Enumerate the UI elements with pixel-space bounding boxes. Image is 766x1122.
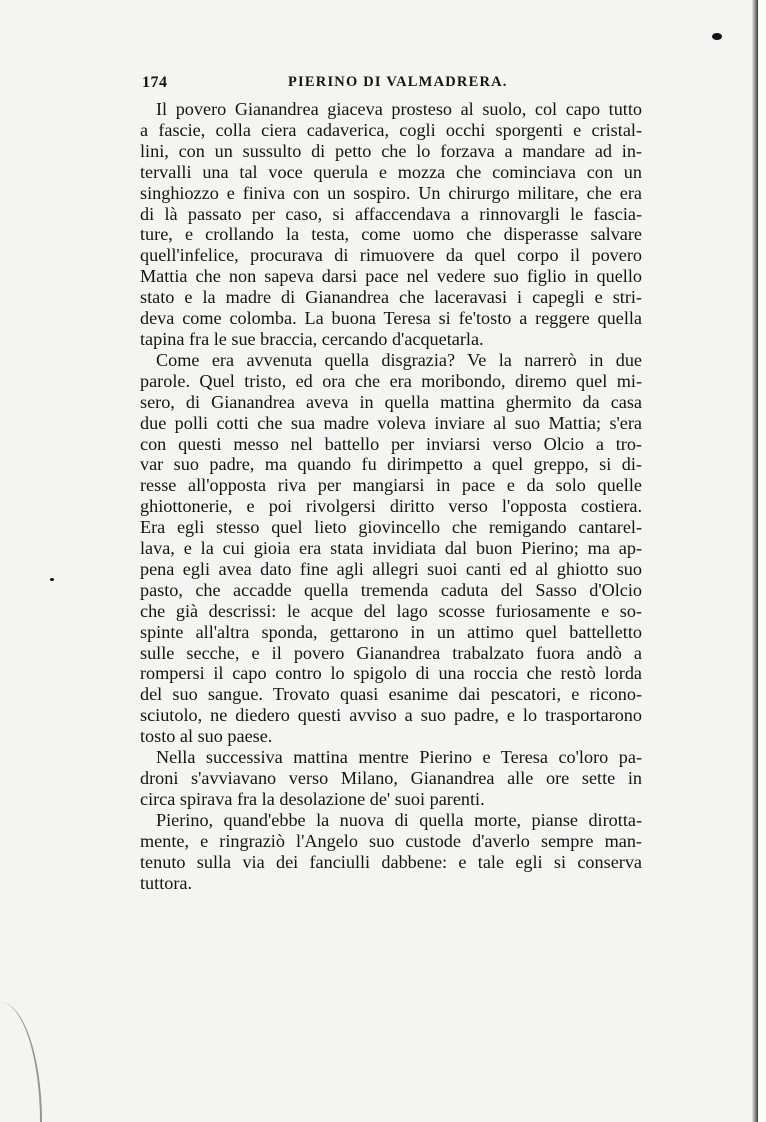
text-line: rompersi il capo contro lo spigolo di una roccia che restò lorda [140, 663, 642, 684]
paragraph [140, 350, 642, 747]
text-line: resse all'opposta riva per mangiarsi in pace e da solo quelle [140, 475, 642, 496]
text-line: tuttora. [140, 872, 193, 893]
page-header [142, 70, 640, 96]
text-line: tenuto sulla via dei fanciulli dabbene: e tale egli si conserva [140, 851, 642, 872]
page-margin-right [758, 0, 766, 1122]
body-text [140, 99, 642, 893]
text-line: tosto al suo paese. [140, 726, 273, 747]
text-line: Mattia che non sapeva darsi pace nel vedere suo figlio in quello [140, 266, 642, 287]
text-line: che già descrissi: le acque del lago scosse furiosamente e so- [140, 600, 642, 621]
text-line: Era egli stesso quel lieto giovincello che remigando cantarel- [140, 517, 642, 538]
text-line: lini, con un sussulto di petto che lo forzava a mandare ad in- [140, 140, 642, 161]
paragraph [140, 810, 642, 894]
text-line: pena egli avea dato fine agli allegri suoi canti ed al ghiotto suo [140, 558, 642, 579]
text-line: a fascie, colla ciera cadaverica, cogli occhi sporgenti e cristal- [140, 119, 642, 140]
text-line: del suo sangue. Trovato quasi esanime dai pescatori, e ricono- [140, 684, 642, 705]
text-line: mente, e ringraziò l'Angelo suo custode d'averlo sempre man- [140, 830, 642, 851]
text-line: stato e la madre di Gianandrea che laceravasi i capegli e stri- [140, 287, 642, 308]
text-line: con questi messo nel battello per inviarsi verso Olcio a tro- [140, 433, 642, 454]
text-line: singhiozzo e finiva con un sospiro. Un chirurgo militare, che era [140, 182, 642, 203]
page-number: 174 [142, 74, 168, 91]
text-line: tapina fra le sue braccia, cercando d'acquetarla. [140, 328, 484, 349]
running-head: PIERINO DI VALMADRERA. [288, 74, 508, 90]
text-line: var suo padre, ma quando fu dirimpetto a quel greppo, si di- [140, 454, 642, 475]
page-binding-edge [752, 0, 758, 1122]
text-line: droni s'avviavano verso Milano, Gianandrea alle ore sette in [140, 768, 642, 788]
text-line: Pierino, quand'ebbe la nuova di quella morte, pianse dirotta- [156, 809, 642, 830]
text-line: sero, di Gianandrea aveva in quella mattina ghermito da casa [140, 391, 642, 412]
text-line: sulle secche, e il povero Gianandrea trabalzato fuora andò a [140, 642, 642, 663]
text-line: tervalli una tal voce querula e mozza che cominciava con un [140, 161, 642, 182]
text-line: spinte all'altra sponda, gettarono in un attimo quel battelletto [140, 621, 642, 642]
text-line: pasto, che accadde quella tremenda caduta del Sasso d'Olcio [140, 579, 642, 600]
text-line: ture, e crollando la testa, come uomo che disperasse salvare [140, 224, 642, 245]
ink-smudge-top-right [712, 33, 722, 40]
text-line: sciutolo, ne diedero questi avviso a suo padre, e lo trasportarono [140, 705, 642, 726]
paragraph [140, 747, 642, 810]
text-line: circa spirava fra la desolazione de' suoi parenti. [140, 788, 485, 809]
ink-speck-left [50, 578, 54, 581]
text-line: Nella successiva mattina mentre Pierino e Teresa co'loro pa- [156, 747, 642, 768]
text-line: Il povero Gianandrea giaceva prosteso al suolo, col capo tutto [156, 99, 642, 119]
text-line: parole. Quel tristo, ed ora che era moribondo, diremo quel mi- [140, 370, 642, 391]
paragraph [140, 99, 642, 350]
text-line: Come era avvenuta quella disgrazia? Ve la narrerò in due [156, 349, 642, 370]
text-line: di là passato per caso, si affaccendava a rinnovargli le fascia- [140, 203, 642, 224]
text-line: deva come colomba. La buona Teresa si fe'tosto a reggere quella [140, 308, 642, 329]
page-corner-curl [0, 1002, 42, 1122]
text-line: lava, e la cui gioia era stata invidiata dal buon Pierino; ma ap- [140, 538, 642, 559]
text-line: ghiottonerie, e poi rivolgersi diritto verso l'opposta costiera. [140, 496, 642, 517]
text-line: due polli cotti che sua madre voleva inviare al suo Mattia; s'era [140, 412, 642, 433]
text-line: quell'infelice, procurava di rimuovere da quel corpo il povero [140, 245, 642, 266]
